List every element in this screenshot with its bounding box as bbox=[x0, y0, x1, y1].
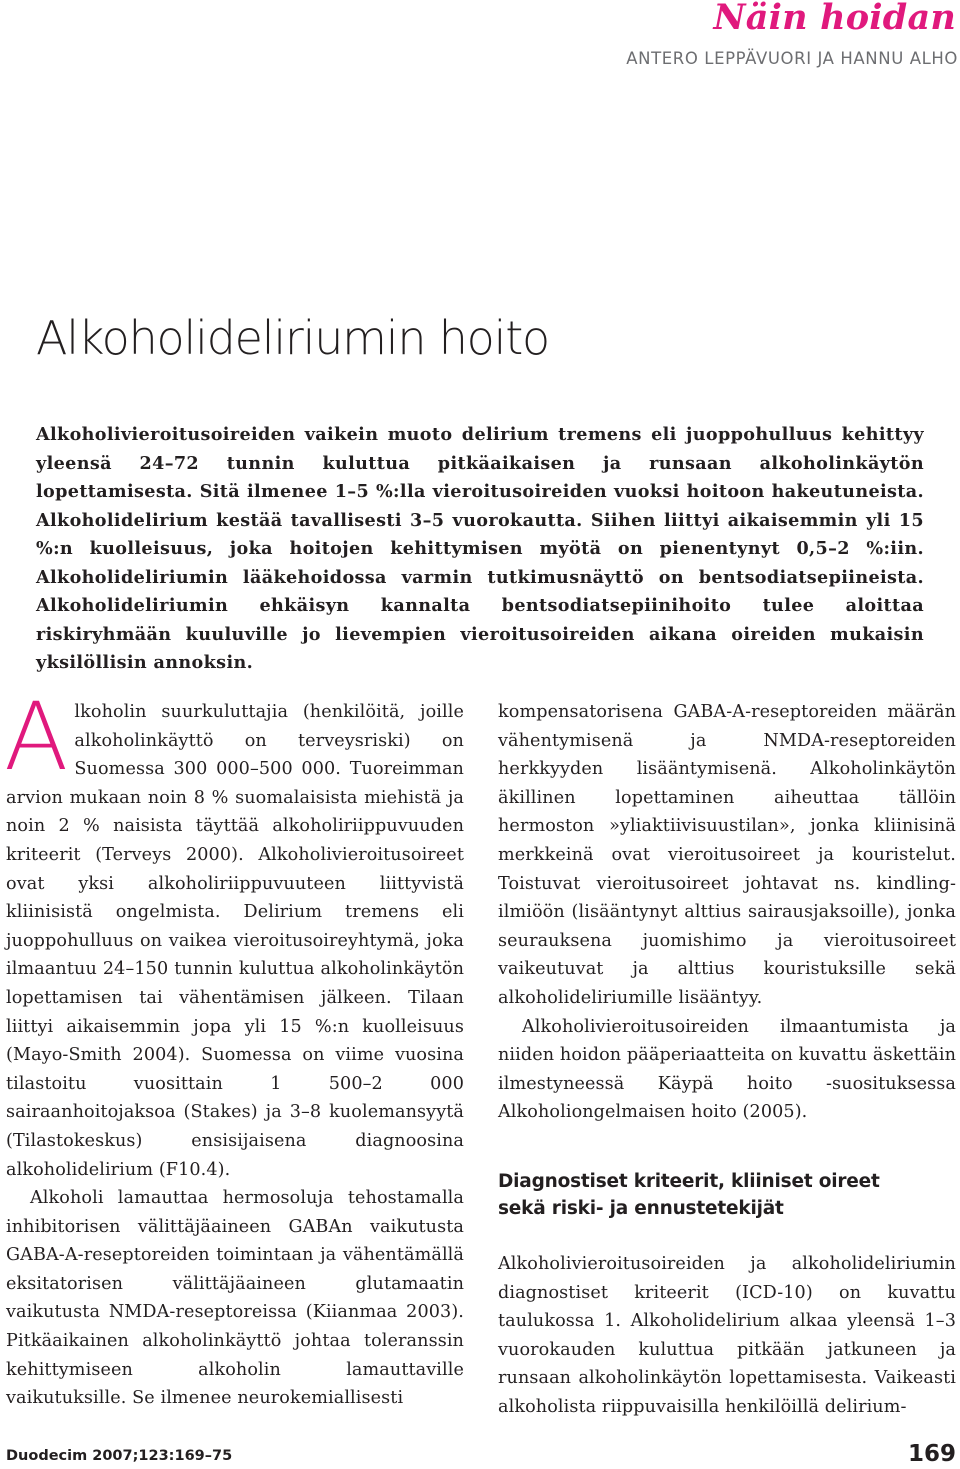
body-paragraph-2: Alkoholi lamauttaa hermosoluja tehostamalla inhibitorisen välittäjäaineen GABAn vaikutusta GABA-A-reseptoreiden toimintaan ja vähentämällä eksitatorisen välittäjäaineen glutamaatin vaikutusta NMDA-reseptoreissa (Kiianmaa 2003). Pitkäaikainen alkoholinkäyttö johtaa toleranssin kehittymiseen alkoholin lamauttaville vaikutuksille. Se ilmenee neurokemiallisesti bbox=[6, 1188, 464, 1409]
body-paragraph-3: Alkoholivieroitusoireiden ilmaantumista ja niiden hoidon pääperiaatteita on kuvattu äskettäin ilmestyneessä Käypä hoito -suosituksessa Alkoholiongelmaisen hoito (2005). bbox=[498, 1016, 956, 1123]
body-column-left bbox=[4, 683, 464, 1413]
article-title: Alkoholideliriumin hoito bbox=[36, 311, 549, 365]
body-paragraph-2-continued: kompensatorisena GABA-A-reseptoreiden määrän vähentymisenä ja NMDA-reseptoreiden herkkyyden lisääntymisenä. Alkoholinkäytön äkillinen lopettaminen aiheuttaa tällöin hermoston »yliaktiivisuustilan», jonka kliinisinä merkkeinä ovat vieroitusoireet ja kouristelut. Toistuvat vieroitusoireet johtavat ns. kindling-ilmiöön (lisääntynyt alttius sairausjaksoille), jonka seurauksena juomishimo ja vieroitusoireet vaikeutuvat ja alttius kouristuksille sekä alkoholideliriumille lisääntyy. bbox=[498, 702, 956, 1008]
body-paragraph-1-text: lkoholin suurkuluttajia (henkilöitä, joille alkoholinkäyttö on terveysriski) on Suomessa 300 000–500 000. Tuoreimman arvion mukaan noin 8 % suomalaisista miehistä ja noin 2 % naisista täyttää alkoholiriippuvuuden kriteerit (Terveys 2000). Alkoholivieroitusoireet ovat yksi alkoholiriippuvuuteen liittyvistä kliinisistä ongelmista. Delirium tremens eli juoppohulluus on vaikea vieroitusoireyhtymä, joka ilmaantuu 24–150 tunnin kuluttua alkoholinkäytön lopettamisen tai vähentämisen jälkeen. Tilaan liittyi aikaisemmin jopa yli 15 %:n kuolleisuus (Mayo-Smith 2004). Suomessa on viime vuosina tilastoitu vuosittain 1 500–2 000 sairaanhoitojaksoa (Stakes) ja 3–8 kuolemansyytä (Tilastokeskus) ensisijaisena diagnoosina alkoholidelirium (F10.4). bbox=[6, 702, 464, 1180]
body-column-right bbox=[498, 698, 956, 1421]
lead-paragraph: Alkoholivieroitusoireiden vaikein muoto delirium tremens eli juoppohulluus kehittyy yleensä 24–72 tunnin kuluttua pitkäaikaisen ja runsaan alkoholinkäytön lopettamisesta. Sitä ilmenee 1–5 %:lla vieroitusoireiden vuoksi hoitoon hakeutuneista. Alkoholidelirium kestää tavallisesti 3–5 vuorokautta. Siihen liittyi aikaisemmin yli 15 %:n kuolleisuus, joka hoitojen kehittymisen myötä on pienentynyt 0,5–2 %:iin. Alkoholideliriumin lääkehoidossa varmin tutkimusnäyttö on bentsodiatsepiineista. Alkoholideliriumin ehkäisyn kannalta bentsodiatsepiinihoito tulee aloittaa riskiryhmään kuuluville jo lievempien vieroitusoireiden aikana oireiden mukaisin yksilöllisin annoksin. bbox=[36, 424, 924, 673]
section-title: Näin hoidan bbox=[713, 0, 956, 38]
subheading bbox=[498, 1168, 956, 1222]
journal-citation: Duodecim 2007;123:169–75 bbox=[6, 1448, 233, 1464]
subheading-line-2: sekä riski- ja ennustetekijät bbox=[498, 1197, 784, 1219]
subheading-line-1: Diagnostiset kriteerit, kliiniset oireet bbox=[498, 1170, 880, 1192]
authors: ANTERO LEPPÄVUORI JA HANNU ALHO bbox=[626, 49, 958, 68]
page-number: 169 bbox=[907, 1441, 956, 1467]
body-paragraph-1 bbox=[4, 683, 464, 1184]
drop-cap: A bbox=[4, 683, 69, 792]
body-paragraph-4: Alkoholivieroitusoireiden ja alkoholideliriumin diagnostiset kriteerit (ICD-10) on kuvattu taulukossa 1. Alkoholidelirium alkaa yleensä 1–3 vuorokauden kuluttua pitkään jatkuneen ja runsaan alkoholinkäytön lopettamisesta. Vaikeasti alkoholista riippuvaisilla henkilöillä delirium- bbox=[498, 1253, 956, 1417]
